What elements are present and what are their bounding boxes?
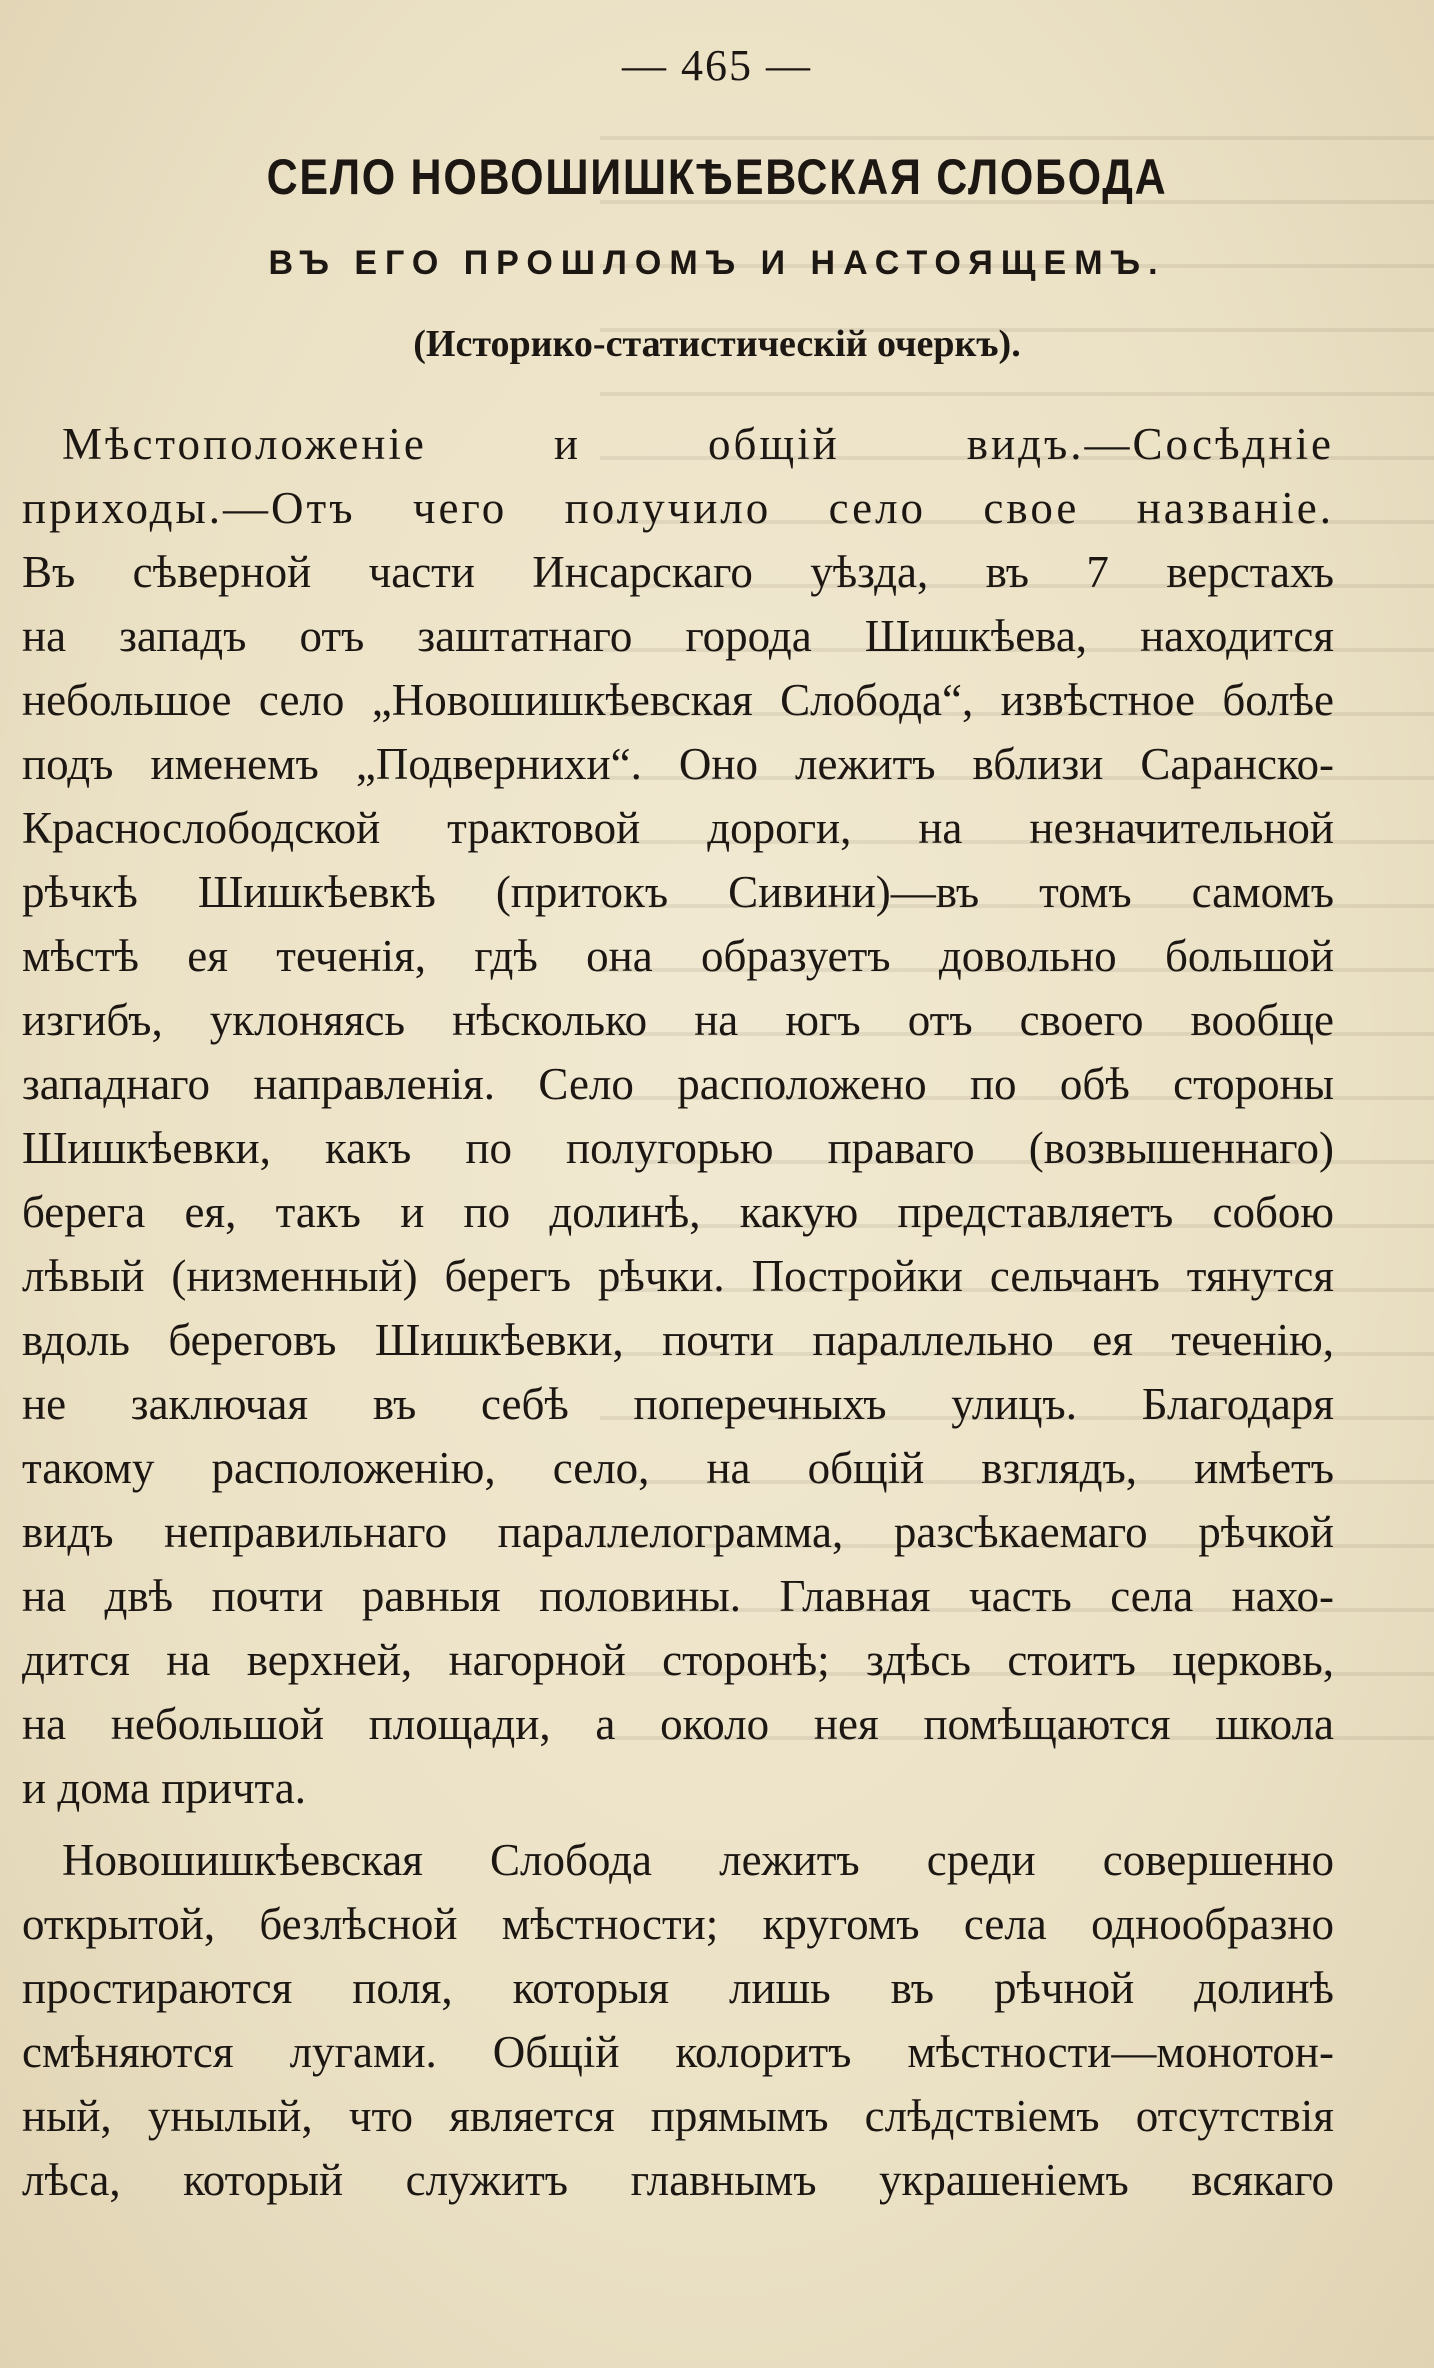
text-line: Въ сѣверной части Инсарскаго уѣзда, въ 7 верстахъ [22, 547, 1334, 597]
page-number: — 465 — [622, 41, 812, 90]
text-line: небольшое село „Новошишкѣевская Слобода“, извѣстное болѣе [22, 675, 1334, 725]
text-line: такому расположенію, село, на общій взглядъ, имѣетъ [22, 1443, 1334, 1493]
text-line: берега ея, такъ и по долинѣ, какую представляетъ собою [22, 1187, 1334, 1237]
text-line: лѣса, который служитъ главнымъ украшеніемъ всякаго [22, 2155, 1334, 2205]
text-line: вдоль береговъ Шишкѣевки, почти параллельно ея теченію, [22, 1315, 1334, 1365]
text-line: на двѣ почти равныя половины. Главная часть села нахо- [22, 1571, 1334, 1621]
text-line: приходы.—Отъ чего получило село свое названіе. [22, 483, 1334, 533]
text-line: Краснослободской трактовой дороги, на незначительной [22, 803, 1334, 853]
text-line: не заключая въ себѣ поперечныхъ улицъ. Благодаря [22, 1379, 1334, 1429]
text-line: ный, унылый, что является прямымъ слѣдствіемъ отсутствія [22, 2091, 1334, 2141]
text-line: изгибъ, уклоняясь нѣсколько на югъ отъ своего вообще [22, 995, 1334, 1045]
text-line: Шишкѣевки, какъ по полугорью праваго (возвышеннаго) [22, 1123, 1334, 1173]
text-line: простираются поля, которыя лишь въ рѣчной долинѣ [22, 1963, 1334, 2013]
text-line: Новошишкѣевская Слобода лежитъ среди совершенно [62, 1835, 1334, 1885]
article-genre: (Историко-статистическій очеркъ). [413, 323, 1021, 365]
text-line: видъ неправильнаго параллелограмма, разсѣкаемаго рѣчкой [22, 1507, 1334, 1557]
text-line: рѣчкѣ Шишкѣевкѣ (притокъ Сивини)—въ томъ самомъ [22, 867, 1334, 917]
text-line: на небольшой площади, а около нея помѣщаются школа [22, 1699, 1334, 1749]
text-line: смѣняются лугами. Общій колоритъ мѣстности—монотон- [22, 2027, 1334, 2077]
text-line: и дома причта. [22, 1763, 306, 1813]
text-line: мѣстѣ ея теченія, гдѣ она образуетъ довольно большой [22, 931, 1334, 981]
text-line: на западъ отъ заштатнаго города Шишкѣева, находится [22, 611, 1334, 661]
article-subtitle: ВЪ ЕГО ПРОШЛОМЪ И НАСТОЯЩЕМЪ. [268, 244, 1166, 282]
article-title: СЕЛО НОВОШИШКѢЕВСКАЯ СЛОБОДА [266, 149, 1168, 205]
text-line: открытой, безлѣсной мѣстности; кругомъ села однообразно [22, 1899, 1334, 1949]
text-line: западнаго направленія. Село расположено по обѣ стороны [22, 1059, 1334, 1109]
text-line: дится на верхней, нагорной сторонѣ; здѣсь стоитъ церковь, [22, 1635, 1334, 1685]
text-line: лѣвый (низменный) берегъ рѣчки. Постройки сельчанъ тянутся [22, 1251, 1334, 1301]
text-line: подъ именемъ „Подвернихи“. Оно лежитъ вблизи Саранско- [22, 739, 1334, 789]
text-line: Мѣстоположеніе и общій видъ.—Сосѣдніе [62, 419, 1334, 469]
